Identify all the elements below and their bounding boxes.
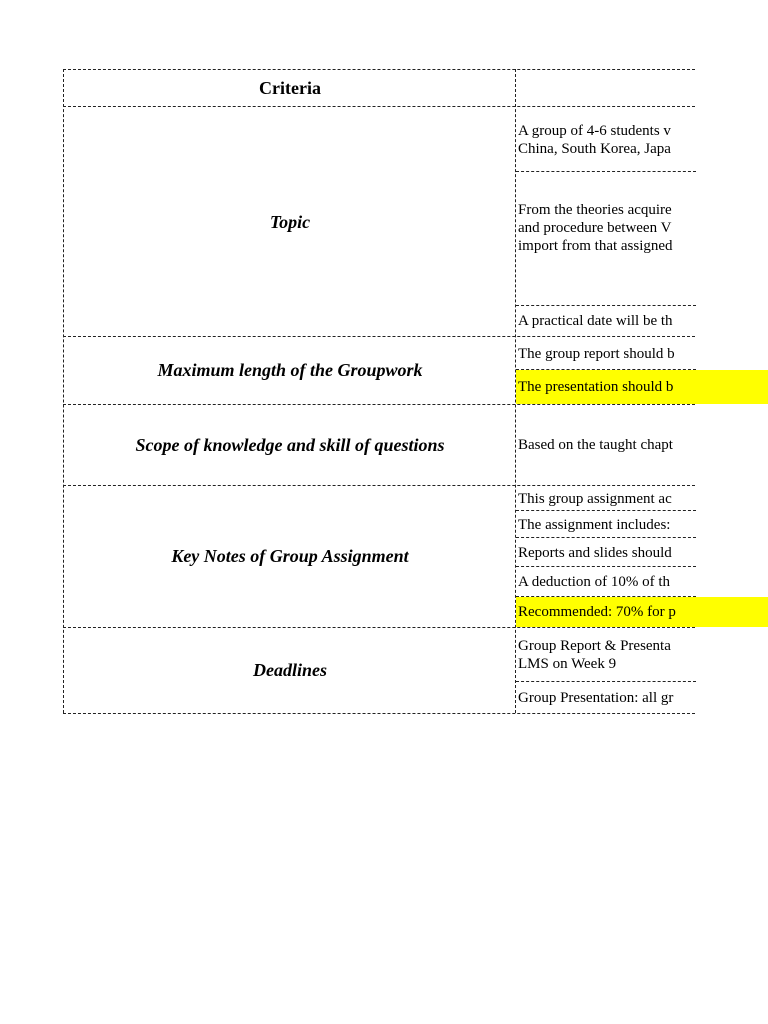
deadlines-label: Deadlines	[253, 660, 327, 680]
grid-line	[515, 69, 516, 713]
key-notes-row-5: Recommended: 70% for p	[516, 597, 768, 627]
grid-line	[63, 404, 695, 405]
key-notes-row-4: A deduction of 10% of th	[518, 573, 671, 590]
key-notes-row-2: The assignment includes:	[518, 516, 671, 533]
grid-line	[63, 713, 695, 714]
topic-row-2: From the theories acquire and procedure between V import from that assigned	[518, 202, 673, 254]
header-criteria: Criteria	[259, 77, 321, 98]
grid-line	[516, 537, 696, 538]
grid-line	[63, 485, 695, 486]
scope-row-1: Based on the taught chapt	[518, 437, 673, 453]
grid-line	[63, 69, 695, 70]
topic-row-1: A group of 4-6 students v China, South Korea, Japa	[518, 123, 671, 157]
grid-line	[516, 510, 696, 511]
max-length-row-2: The presentation should b	[516, 370, 768, 404]
header-detail	[516, 70, 768, 106]
key-notes-label: Key Notes of Group Assignment	[171, 546, 409, 566]
grid-line	[63, 106, 695, 107]
grid-line	[516, 566, 696, 567]
grid-line	[516, 171, 696, 172]
grid-line	[516, 596, 696, 597]
grid-line	[63, 336, 695, 337]
scope-label: Scope of knowledge and skill of questions	[135, 434, 445, 455]
deadlines-row-1: Group Report & Presenta LMS on Week 9	[518, 638, 671, 672]
grid-line	[63, 627, 695, 628]
max-length-row-1: The group report should b	[518, 345, 675, 362]
topic-label: Topic	[269, 211, 311, 232]
grid-line	[516, 369, 696, 370]
topic-row-3: A practical date will be th	[518, 313, 673, 329]
grid-line	[516, 681, 696, 682]
grid-line	[516, 305, 696, 306]
deadlines-row-2: Group Presentation: all gr	[518, 689, 674, 706]
max-length-label: Maximum length of the Groupwork	[157, 360, 423, 380]
key-notes-row-1: This group assignment ac	[518, 490, 672, 507]
grid-line	[63, 69, 64, 713]
key-notes-row-3: Reports and slides should	[518, 544, 672, 561]
